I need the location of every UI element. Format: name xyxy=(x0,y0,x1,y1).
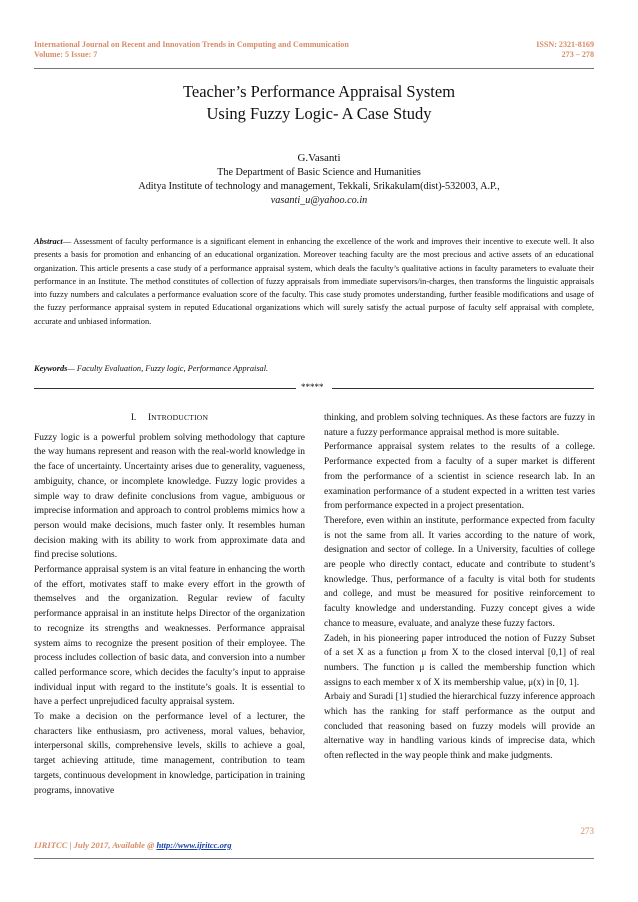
journal-website-link[interactable]: http://www.ijritcc.org xyxy=(156,840,232,850)
author-name: G.Vasanti xyxy=(297,152,341,164)
paragraph: Performance appraisal system is an vital feature in enhancing the worth of the effort, motivates staff to make every effort in the growth of themselves and the organization. Regular review of faculty performance appraisal in an institute helps Director of the organization to recognize its strengths and weaknesses. Performance appraisal system aims to recognize the present position of their employee. The process includes collection of basic data, and conversion into a number called performance score, which decides the faculty’s input to appraise individual input with regard to the institute’s goals. It is essential to have a perfect unprejudiced faculty appraisal system. xyxy=(34,565,305,708)
section-number: I. xyxy=(130,413,137,423)
page-number: 273 xyxy=(580,826,594,836)
paragraph: Performance appraisal system relates to the results of a college. Performance expected from a faculty of a super market is different from the performance of a scientist in science research lab. In an examination performance of a student expected in a written test varies from performance expected in a project presentation. xyxy=(324,442,595,512)
journal-name: International Journal on Recent and Innovation Trends in Computing and Communication xyxy=(34,40,349,49)
footer xyxy=(34,840,232,850)
paragraph: Arbaiy and Suradi [1] studied the hierarchical fuzzy inference approach which has the ranking for staff performance as the output and concluded that reasoning based on fuzzy models will provide an alternative way in handling various kinds of imprecise data, which often reflected in the way people think and make judgments. xyxy=(324,692,595,762)
section-heading xyxy=(34,411,305,426)
right-column xyxy=(324,411,595,764)
separator xyxy=(34,382,594,394)
volume-issue: Volume: 5 Issue: 7 xyxy=(34,50,98,59)
paragraph: Zadeh, in his pioneering paper introduced the notion of Fuzzy Subset of a set X as a function μ from X to the closed interval [0,1] of real numbers. The function μ is called the membership function which assigns to each member x of X its membership value, μ(x) in [0, 1]. xyxy=(324,633,595,688)
header-rule xyxy=(34,68,594,69)
paragraph: To make a decision on the performance level of a lecturer, the characters like enthusiasm, pro activeness, moral values, behavior, interpersonal skills, comprehensive levels, skills to achieve a goal, target achieving attitude, time management, contribution to team targets, continuous development in knowledge, participation in training programs, innovative xyxy=(34,712,305,796)
paragraph: Fuzzy logic is a powerful problem solving methodology that capture the way humans represent and reason with the real-world knowledge in the face of uncertainty. Uncertainty arises due to generality, vagueness, ambiguity, chance, or incomplete knowledge. Fuzzy logic provides a simple way to draw definite conclusions from vague, ambiguous or imprecise information and approach to control problems mimics how a person would make decisions, much faster only. It resembles human decision making with its ability to work from approximate data and find precise solutions. xyxy=(34,432,305,561)
separator-line-right xyxy=(332,388,594,389)
page-range: 273 – 278 xyxy=(561,50,594,59)
abstract xyxy=(34,235,594,328)
author-institute: Aditya Institute of technology and management, Tekkali, Srikakulam(dist)-532003, A.P., xyxy=(138,181,500,192)
author-email: vasanti_u@yahoo.co.in xyxy=(270,195,368,206)
footer-rule xyxy=(34,858,594,859)
separator-line-left xyxy=(34,388,296,389)
abstract-text: — Assessment of faculty performance is a significant element in enhancing the excellence of the work and improves their incentive to execute well. It also presents a basis for promotion and enhancing of an educational organization. Moreover teaching faculty are the most precious and active assets of an educational organization. This article presents a case study of a performance appraisal system, which deals the faculty’s qualitative actions in faculty parameters to evaluate their performance in an Institute. The method constitutes of collection of fuzzy appraisals from immediate supervisors/in-charges, then transforms the linguistic appraisals into fuzzy numbers and calculates a performance evaluation score of the faculty. This case study promotes understanding, further feasible modifications and usage of the fuzzy performance appraisal system in reputed Educational organizations which will surely satisfy the actual purpose of faculty self appraisal with complete, accurate and unbiased information. xyxy=(34,237,594,326)
section-title-rest: NTRODUCTION xyxy=(151,413,209,422)
separator-stars: ***** xyxy=(301,382,324,392)
issn: ISSN: 2321-8169 xyxy=(536,40,594,49)
abstract-label: Abstract xyxy=(34,237,63,246)
paragraph: Therefore, even within an institute, performance expected from faculty is not the same from all. It varies according to the nature of work, designation and sector of college. In a University, faculties of college are people who directly contact, educate and contribute to student’s knowledge. Thus, performance of a faculty is vital both for students and college, and must be measured for positive reinforcement to faculty knowledge and understanding. Fuzzy concept gives a wide chance to measure, evaluate, and analyze these fuzzy factors. xyxy=(324,515,595,629)
paragraph: thinking, and problem solving techniques. As these factors are fuzzy in nature a fuzzy performance appraisal method is more suitable. xyxy=(324,413,595,438)
keywords-text: — Faculty Evaluation, Fuzzy logic, Performance Appraisal. xyxy=(67,364,269,373)
author-department: The Department of Basic Science and Humanities xyxy=(217,167,421,178)
keywords-label: Keywords xyxy=(34,364,68,373)
left-column xyxy=(34,411,305,798)
footer-text: IJRITCC | July 2017, Available @ xyxy=(34,840,157,850)
section-title-initial: I xyxy=(148,413,152,423)
paper-title-line-2: Using Fuzzy Logic- A Case Study xyxy=(206,104,432,123)
paper-title-line-1: Teacher’s Performance Appraisal System xyxy=(182,82,456,101)
keywords xyxy=(34,362,594,375)
